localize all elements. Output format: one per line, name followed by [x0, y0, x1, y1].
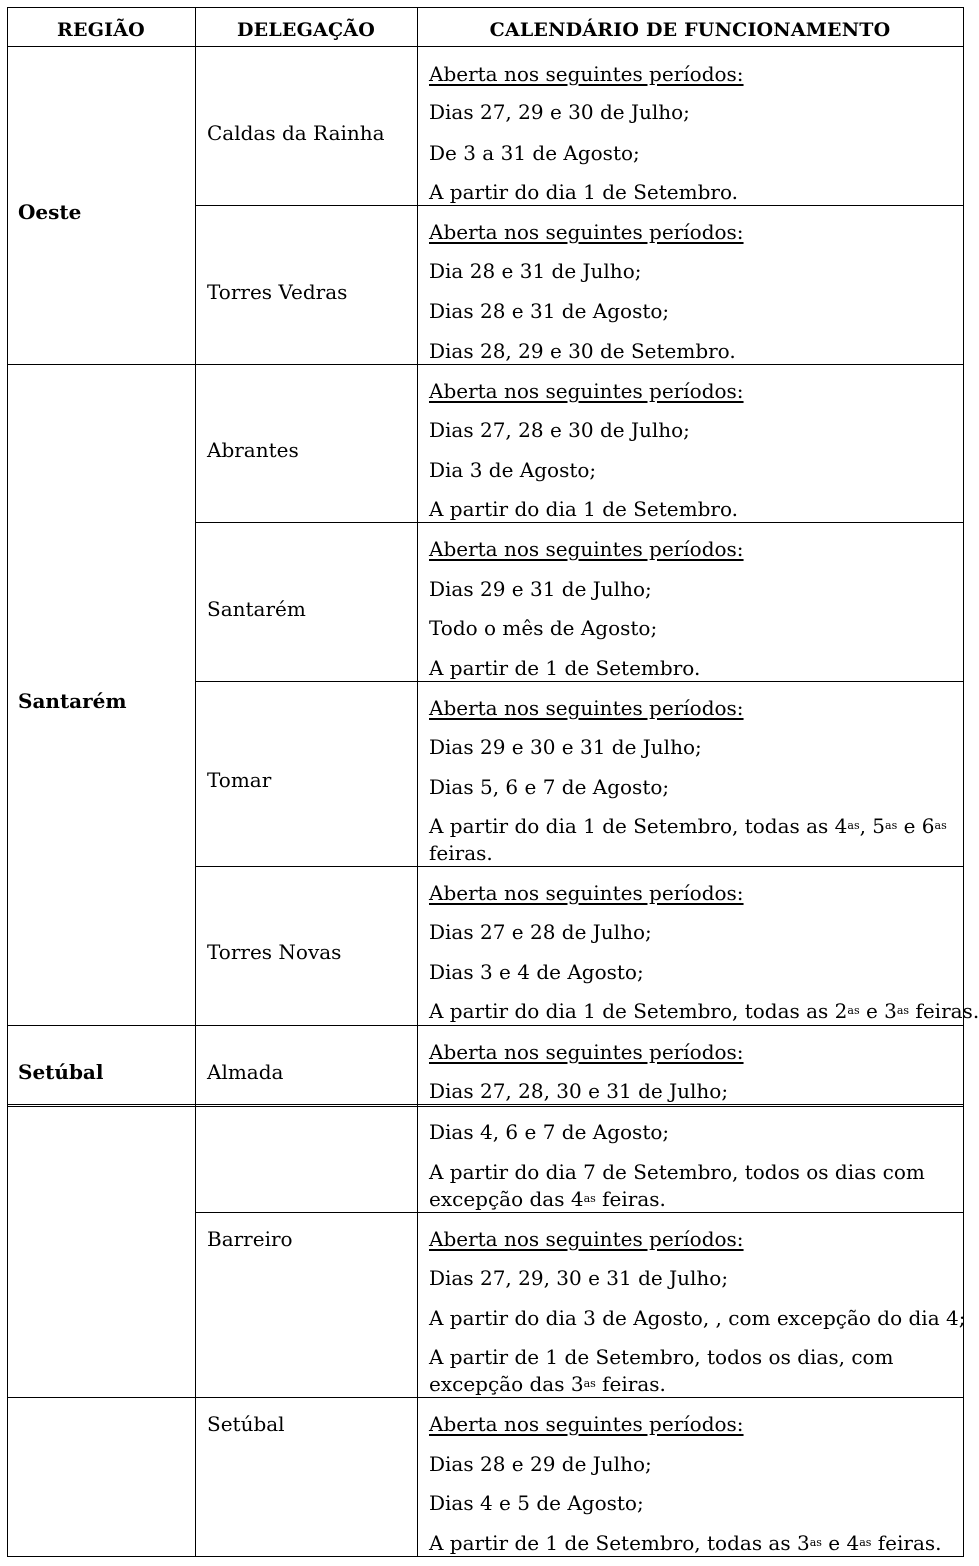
calendar-line: Dias 28 e 31 de Agosto;	[429, 299, 670, 323]
grid-line	[195, 1212, 964, 1213]
grid-line	[7, 1106, 964, 1107]
calendar-line: A partir de 1 de Setembro, todos os dias, com	[429, 1345, 894, 1369]
calendar-line: excepção das $3^{as}$ feiras.	[429, 1372, 666, 1396]
calendar-line: Dias 27 e 28 de Julho;	[429, 920, 652, 944]
delegation-setubal: Setúbal	[207, 1412, 285, 1436]
region-santarem: Santarém	[18, 689, 127, 713]
calendar-line: A partir do dia 1 de Setembro, todas as $4^{as}$, $5^{as}$ e $6^{as}$	[429, 814, 947, 838]
calendar-line: excepção das $4^{as}$ feiras.	[429, 1187, 666, 1211]
calendar-heading: Aberta nos seguintes períodos:	[429, 379, 744, 403]
calendar-line: Dia 3 de Agosto;	[429, 458, 597, 482]
calendar-line: Dias 4 e 5 de Agosto;	[429, 1491, 644, 1515]
grid-line	[195, 681, 964, 682]
calendar-heading: Aberta nos seguintes períodos:	[429, 1040, 744, 1064]
calendar-line: Dias 29 e 31 de Julho;	[429, 577, 652, 601]
calendar-line: A partir do dia 1 de Setembro.	[429, 180, 738, 204]
grid-line	[7, 1104, 964, 1105]
grid-line	[7, 364, 964, 365]
grid-line	[7, 7, 8, 1557]
delegation-torres-novas: Torres Novas	[207, 940, 342, 964]
calendar-line: Dias 27, 29 e 30 de Julho;	[429, 100, 690, 124]
calendar-line: A partir de 1 de Setembro.	[429, 656, 701, 680]
header-regiao: REGIÃO	[57, 19, 145, 41]
delegation-barreiro: Barreiro	[207, 1227, 293, 1251]
delegation-santarem: Santarém	[207, 597, 306, 621]
header-calendario: CALENDÁRIO DE FUNCIONAMENTO	[489, 19, 891, 41]
delegation-tomar: Tomar	[207, 768, 272, 792]
calendar-line: feiras.	[429, 841, 493, 865]
calendar-line: Dias 27, 29, 30 e 31 de Julho;	[429, 1266, 729, 1290]
calendar-line: De 3 a 31 de Agosto;	[429, 141, 640, 165]
calendar-heading: Aberta nos seguintes períodos:	[429, 1412, 744, 1436]
calendar-heading: Aberta nos seguintes períodos:	[429, 1227, 744, 1251]
delegation-almada: Almada	[207, 1060, 284, 1084]
header-delegacao: DELEGAÇÃO	[237, 19, 375, 41]
calendar-heading: Aberta nos seguintes períodos:	[429, 62, 744, 86]
delegation-abrantes: Abrantes	[207, 438, 299, 462]
calendar-line: Dias 3 e 4 de Agosto;	[429, 960, 644, 984]
calendar-line: Dias 28 e 29 de Julho;	[429, 1452, 652, 1476]
calendar-heading: Aberta nos seguintes períodos:	[429, 537, 744, 561]
calendar-line: Dias 4, 6 e 7 de Agosto;	[429, 1120, 670, 1144]
calendar-line: A partir do dia 7 de Setembro, todos os dias com	[429, 1160, 925, 1184]
grid-line	[195, 522, 964, 523]
calendar-line: Dias 27, 28 e 30 de Julho;	[429, 418, 690, 442]
grid-line	[417, 7, 418, 1557]
grid-line	[7, 1556, 964, 1557]
calendar-line: A partir do dia 3 de Agosto, , com excepção do dia 4;	[429, 1306, 966, 1330]
calendar-heading: Aberta nos seguintes períodos:	[429, 220, 744, 244]
calendar-line: Todo o mês de Agosto;	[429, 616, 658, 640]
grid-line	[195, 205, 964, 206]
calendar-line: A partir de 1 de Setembro, todas as $3^{as}$ e $4^{as}$ feiras.	[429, 1531, 942, 1555]
grid-line	[195, 866, 964, 867]
delegation-torres-vedras: Torres Vedras	[207, 280, 348, 304]
grid-line	[7, 1397, 964, 1398]
calendar-line: Dias 5, 6 e 7 de Agosto;	[429, 775, 670, 799]
grid-line	[7, 46, 964, 47]
calendar-line: Dias 29 e 30 e 31 de Julho;	[429, 735, 702, 759]
region-setubal: Setúbal	[18, 1060, 104, 1084]
calendar-line: A partir do dia 1 de Setembro.	[429, 497, 738, 521]
delegation-caldas-da-rainha: Caldas da Rainha	[207, 121, 385, 145]
grid-line	[7, 7, 964, 8]
grid-line	[7, 1025, 964, 1026]
calendar-line: Dias 28, 29 e 30 de Setembro.	[429, 339, 736, 363]
calendar-line: Dias 27, 28, 30 e 31 de Julho;	[429, 1079, 729, 1103]
calendar-line: Dia 28 e 31 de Julho;	[429, 259, 642, 283]
calendar-heading: Aberta nos seguintes períodos:	[429, 881, 744, 905]
region-oeste: Oeste	[18, 200, 82, 224]
calendar-line: A partir do dia 1 de Setembro, todas as $2^{as}$ e $3^{as}$ feiras.	[429, 999, 979, 1023]
grid-line	[195, 7, 196, 1557]
calendar-heading: Aberta nos seguintes períodos:	[429, 696, 744, 720]
